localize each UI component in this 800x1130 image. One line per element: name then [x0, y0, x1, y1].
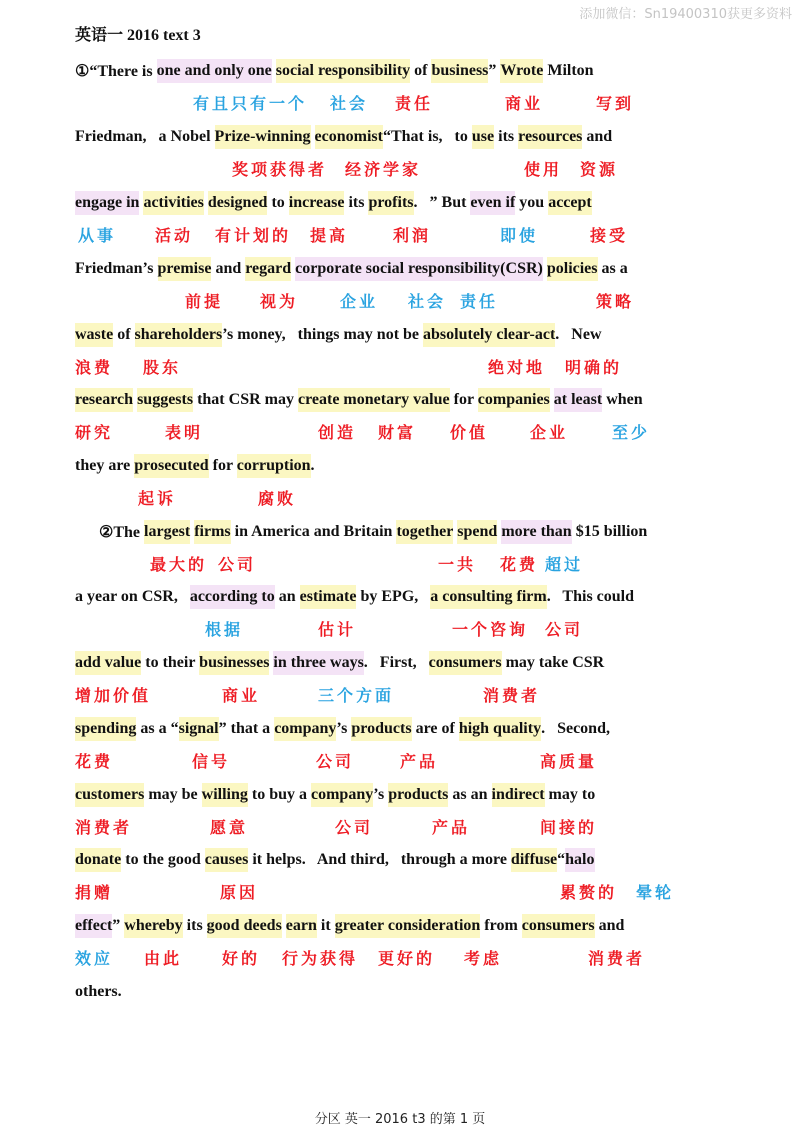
chinese-gloss: 消费者 [75, 818, 133, 837]
chinese-gloss: 最大的 [150, 555, 208, 574]
chinese-gloss: 效应 [75, 949, 114, 968]
highlighted-phrase: research [75, 388, 133, 412]
gloss-row [0, 946, 800, 970]
passage-line [75, 847, 595, 873]
passage-text: an [274, 588, 300, 605]
chinese-gloss: 写到 [596, 94, 635, 113]
highlighted-phrase: donate [75, 848, 121, 872]
gloss-row [0, 223, 800, 247]
passage-text: ’s [373, 786, 389, 803]
passage-text: as a [597, 260, 628, 277]
chinese-gloss: 高质量 [540, 752, 598, 771]
highlighted-phrase: accept [548, 191, 592, 215]
highlighted-phrase: regard [245, 257, 291, 281]
passage-text: . New [555, 326, 602, 343]
passage-text: as an [448, 786, 492, 803]
passage-text: its [494, 128, 519, 145]
highlighted-phrase: whereby [124, 914, 182, 938]
highlighted-phrase: companies [478, 388, 550, 412]
highlighted-phrase: prosecuted [134, 454, 208, 478]
passage-text: and [594, 917, 625, 934]
highlighted-phrase: engage in [75, 191, 139, 215]
highlighted-phrase: a consulting firm [430, 585, 546, 609]
highlighted-phrase: largest [144, 520, 190, 544]
passage-text: to [267, 194, 289, 211]
highlighted-phrase: consumers [429, 651, 502, 675]
highlighted-phrase: causes [205, 848, 249, 872]
chinese-gloss: 提高 [310, 226, 349, 245]
highlighted-phrase: businesses [199, 651, 269, 675]
highlighted-phrase: create monetary value [298, 388, 450, 412]
passage-text: you [515, 194, 549, 211]
passage-text: Friedman, a Nobel [75, 128, 215, 145]
chinese-gloss: 责任 [395, 94, 434, 113]
gloss-row [0, 683, 800, 707]
passage-text: ’s money, things may not be [222, 326, 424, 343]
highlighted-phrase: at least [554, 388, 602, 412]
highlighted-phrase: premise [158, 257, 212, 281]
chinese-gloss: 公司 [335, 818, 374, 837]
passage-line [75, 387, 643, 413]
passage-text: ” [488, 62, 501, 79]
chinese-gloss: 创造 [318, 423, 357, 442]
passage-text: and [211, 260, 246, 277]
chinese-gloss: 公司 [218, 555, 257, 574]
highlighted-phrase: company [274, 717, 336, 741]
chinese-gloss: 有且只有一个 [193, 94, 308, 113]
passage-text: for [449, 391, 478, 408]
chinese-gloss: 绝对地 [488, 358, 546, 377]
passage-text: its [344, 194, 369, 211]
chinese-gloss: 更好的 [378, 949, 436, 968]
chinese-gloss: 即使 [500, 226, 539, 245]
chinese-gloss: 商业 [222, 686, 261, 705]
chinese-gloss: 研究 [75, 423, 114, 442]
highlighted-phrase: spending [75, 717, 136, 741]
chinese-gloss: 产品 [432, 818, 471, 837]
highlighted-phrase: add value [75, 651, 141, 675]
chinese-gloss: 表明 [165, 423, 204, 442]
highlighted-phrase: increase [289, 191, 345, 215]
passage-text: a year on CSR, [75, 588, 190, 605]
passage-text: may take CSR [501, 654, 605, 671]
passage-text: . ” But [413, 194, 471, 211]
passage-text: they are [75, 457, 135, 474]
highlighted-phrase: waste [75, 323, 113, 347]
highlighted-phrase: corruption [237, 454, 311, 478]
chinese-gloss: 消费者 [588, 949, 646, 968]
highlighted-phrase: Prize-winning [215, 125, 311, 149]
passage-text: ①“There is [75, 63, 157, 80]
passage-text: as a “ [136, 720, 179, 737]
gloss-row [0, 749, 800, 773]
passage-text: when [602, 391, 643, 408]
highlighted-phrase: shareholders [135, 323, 223, 347]
highlighted-phrase: absolutely clear-act [423, 323, 555, 347]
chinese-gloss: 明确的 [565, 358, 623, 377]
highlighted-phrase: products [351, 717, 411, 741]
chinese-gloss: 花费 [75, 752, 114, 771]
passage-text: of [113, 326, 135, 343]
highlighted-phrase: even if [470, 191, 515, 215]
chinese-gloss: 行为获得 [282, 949, 359, 968]
gloss-row [0, 815, 800, 839]
chinese-gloss: 累赘的 [560, 883, 618, 902]
highlighted-phrase: use [472, 125, 494, 149]
chinese-gloss: 估计 [318, 620, 357, 639]
passage-text: to buy a [247, 786, 311, 803]
highlighted-phrase: greater consideration [335, 914, 481, 938]
gloss-row [0, 617, 800, 641]
passage-line [75, 650, 604, 676]
passage-text: . This could [546, 588, 635, 605]
passage-text: ” [112, 917, 125, 934]
passage-text: it helps. And third, through a more [248, 851, 511, 868]
highlighted-phrase: customers [75, 783, 144, 807]
chinese-gloss: 公司 [545, 620, 584, 639]
highlighted-phrase: Wrote [500, 59, 543, 83]
chinese-gloss: 财富 [378, 423, 417, 442]
gloss-row [0, 355, 800, 379]
highlighted-phrase: corporate social responsibility(CSR) [295, 257, 543, 281]
gloss-row [0, 91, 800, 115]
chinese-gloss: 公司 [316, 752, 355, 771]
gloss-row [0, 486, 800, 510]
chinese-gloss: 经济学家 [345, 160, 422, 179]
page-footer: 分区 英一 2016 t3 的第 1 页 [314, 1112, 486, 1127]
chinese-gloss: 股东 [143, 358, 182, 377]
highlighted-phrase: according to [190, 585, 275, 609]
document-title: 英语一 2016 text 3 [75, 27, 201, 44]
passage-text: “ [557, 851, 566, 868]
highlighted-phrase: consumers [522, 914, 595, 938]
passage-text: that CSR may [193, 391, 298, 408]
passage-text: others. [75, 983, 122, 1000]
passage-line [75, 584, 634, 610]
passage-line [75, 979, 122, 1005]
chinese-gloss: 策略 [596, 292, 635, 311]
chinese-gloss: 活动 [155, 226, 194, 245]
chinese-gloss: 起诉 [138, 489, 177, 508]
highlighted-phrase: more than [501, 520, 571, 544]
passage-text: and [582, 128, 613, 145]
highlighted-phrase: policies [547, 257, 598, 281]
passage-text: Milton [543, 62, 594, 79]
passage-text: may to [544, 786, 596, 803]
highlighted-phrase: resources [518, 125, 582, 149]
chinese-gloss: 责任 [460, 292, 499, 311]
passage-text: by EPG, [356, 588, 431, 605]
passage-text: of [410, 62, 432, 79]
highlighted-phrase: business [431, 59, 488, 83]
chinese-gloss: 消费者 [483, 686, 541, 705]
passage-text: to the good [121, 851, 205, 868]
passage-line [75, 124, 612, 150]
chinese-gloss: 有计划的 [215, 226, 292, 245]
chinese-gloss: 愿意 [210, 818, 249, 837]
passage-line [75, 716, 610, 742]
chinese-gloss: 考虑 [464, 949, 503, 968]
passage-line [75, 913, 624, 939]
passage-line [75, 322, 602, 348]
passage-text: . First, [363, 654, 429, 671]
highlighted-phrase: one and only one [157, 59, 272, 83]
chinese-gloss: 商业 [505, 94, 544, 113]
watermark: 添加微信：Sn19400310获更多资料 [579, 7, 792, 22]
passage-text: from [480, 917, 522, 934]
passage-text: ②The [75, 524, 145, 541]
passage-text: ’s [336, 720, 352, 737]
chinese-gloss: 社会 [408, 292, 447, 311]
highlighted-phrase: spend [457, 520, 497, 544]
chinese-gloss: 晕轮 [636, 883, 675, 902]
passage-text: it [316, 917, 335, 934]
highlighted-phrase: halo [565, 848, 594, 872]
chinese-gloss: 视为 [260, 292, 299, 311]
passage-line [75, 782, 595, 808]
passage-line [75, 190, 592, 216]
passage-text: in America and Britain [230, 523, 397, 540]
chinese-gloss: 浪费 [75, 358, 114, 377]
passage-text: ” that a [218, 720, 275, 737]
gloss-row [0, 552, 800, 576]
passage-text: are of [411, 720, 459, 737]
chinese-gloss: 价值 [450, 423, 489, 442]
chinese-gloss: 腐败 [258, 489, 297, 508]
highlighted-phrase: diffuse [511, 848, 557, 872]
highlighted-phrase: social responsibility [276, 59, 410, 83]
chinese-gloss: 信号 [192, 752, 231, 771]
chinese-gloss: 社会 [330, 94, 369, 113]
chinese-gloss: 增加价值 [75, 686, 152, 705]
chinese-gloss: 接受 [590, 226, 629, 245]
passage-text: to their [141, 654, 200, 671]
highlighted-phrase: designed [208, 191, 268, 215]
gloss-row [0, 420, 800, 444]
highlighted-phrase: together [396, 520, 453, 544]
highlighted-phrase: high quality [459, 717, 541, 741]
chinese-gloss: 间接的 [540, 818, 598, 837]
chinese-gloss: 根据 [205, 620, 244, 639]
highlighted-phrase: company [311, 783, 373, 807]
passage-text: Friedman’s [75, 260, 158, 277]
gloss-row [0, 880, 800, 904]
highlighted-phrase: in three ways [273, 651, 363, 675]
chinese-gloss: 原因 [220, 883, 259, 902]
highlighted-phrase: firms [194, 520, 230, 544]
highlighted-phrase: effect [75, 914, 112, 938]
chinese-gloss: 由此 [144, 949, 183, 968]
highlighted-phrase: activities [143, 191, 203, 215]
highlighted-phrase: earn [286, 914, 317, 938]
chinese-gloss: 奖项获得者 [232, 160, 328, 179]
chinese-gloss: 好的 [222, 949, 261, 968]
highlighted-phrase: economist [315, 125, 383, 149]
passage-line [75, 519, 647, 545]
passage-text: “That is, to [382, 128, 472, 145]
passage-text: may be [144, 786, 202, 803]
highlighted-phrase: good deeds [207, 914, 282, 938]
passage-text: its [182, 917, 207, 934]
chinese-gloss: 捐赠 [75, 883, 114, 902]
highlighted-phrase: willing [202, 783, 248, 807]
passage-line [75, 453, 315, 479]
chinese-gloss: 一个咨询 [452, 620, 529, 639]
passage-line [75, 256, 628, 282]
highlighted-phrase: signal [179, 717, 219, 741]
chinese-gloss: 产品 [400, 752, 439, 771]
passage-text: $15 billion [571, 523, 648, 540]
gloss-row [0, 289, 800, 313]
chinese-gloss: 花费 [500, 555, 539, 574]
highlighted-phrase: suggests [137, 388, 193, 412]
chinese-gloss: 前提 [185, 292, 224, 311]
passage-text: for [208, 457, 237, 474]
chinese-gloss: 企业 [530, 423, 569, 442]
chinese-gloss: 使用 [524, 160, 563, 179]
highlighted-phrase: estimate [300, 585, 357, 609]
highlighted-phrase: indirect [492, 783, 545, 807]
chinese-gloss: 一共 [438, 555, 477, 574]
passage-line [75, 58, 594, 84]
passage-text: . [310, 457, 315, 474]
chinese-gloss: 企业 [340, 292, 379, 311]
chinese-gloss: 从事 [78, 226, 117, 245]
chinese-gloss: 超过 [545, 555, 584, 574]
chinese-gloss: 至少 [612, 423, 651, 442]
chinese-gloss: 三个方面 [318, 686, 395, 705]
chinese-gloss: 资源 [580, 160, 619, 179]
highlighted-phrase: products [388, 783, 448, 807]
chinese-gloss: 利润 [393, 226, 432, 245]
gloss-row [0, 157, 800, 181]
highlighted-phrase: profits [368, 191, 413, 215]
passage-text: . Second, [541, 720, 610, 737]
